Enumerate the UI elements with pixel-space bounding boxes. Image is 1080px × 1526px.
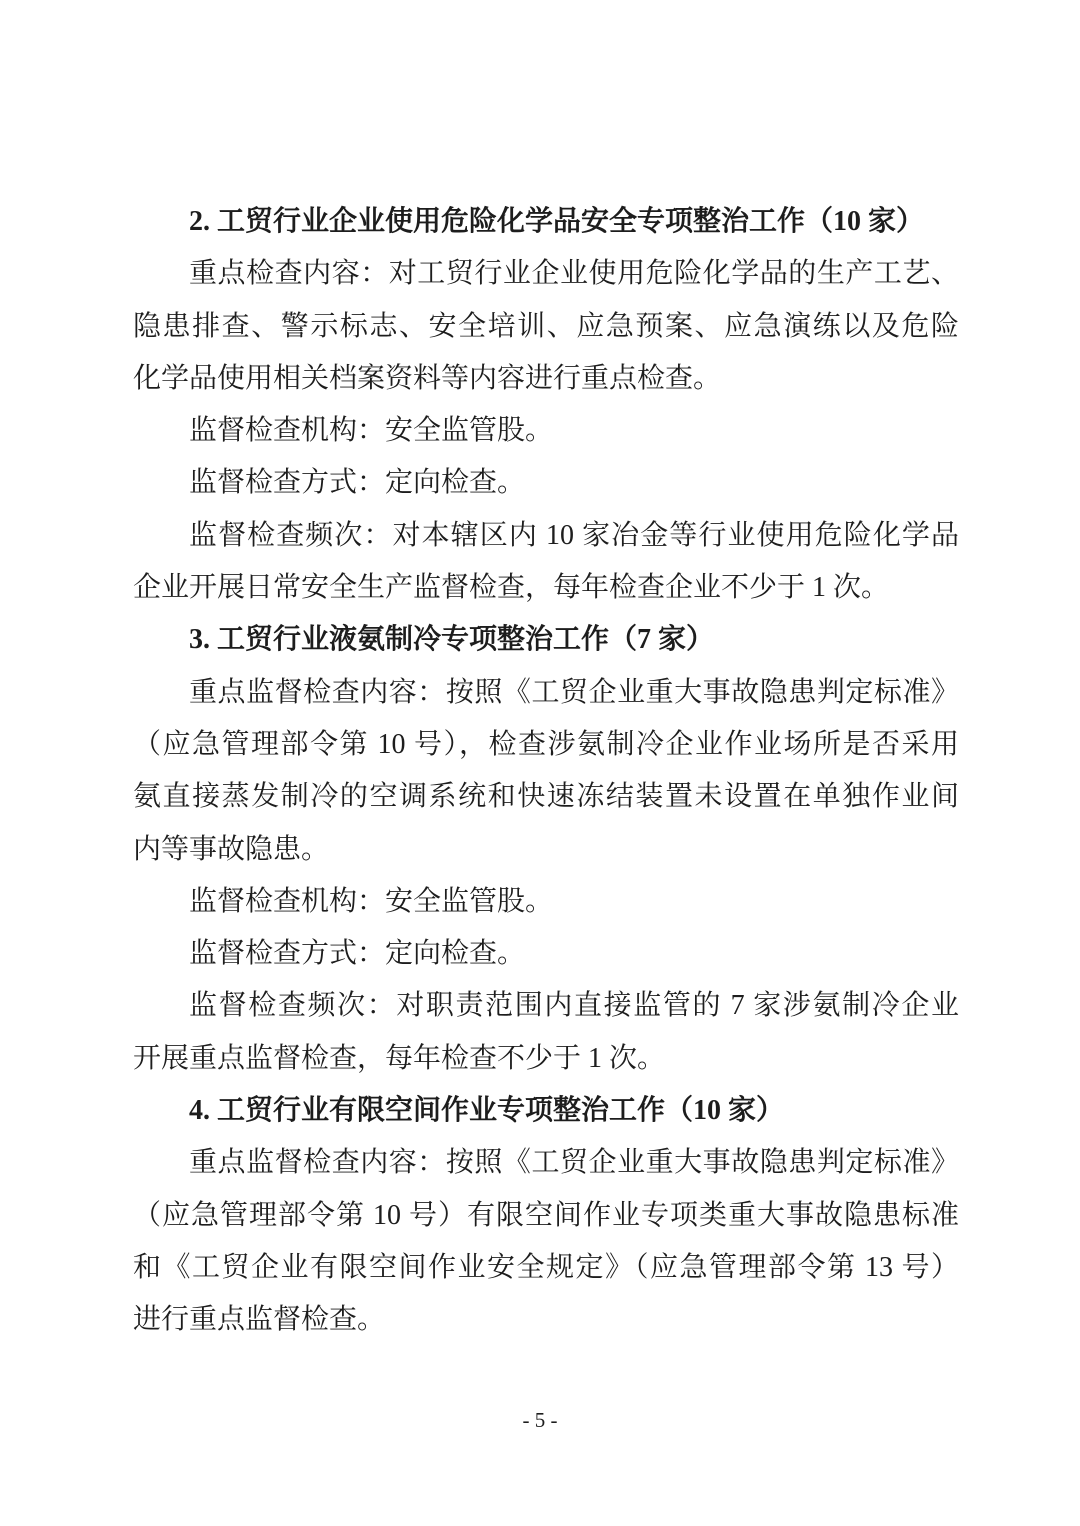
paragraph-line: 监督检查机构：安全监管股。 [189,415,554,447]
document-body [133,196,959,1347]
paragraph-line: 内等事故隐患。 [133,833,330,865]
paragraph-line: （应急管理部令第 10 号），检查涉氨制冷企业作业场所是否采用 [133,728,959,760]
section-heading: 2. 工贸行业企业使用危险化学品安全专项整治工作（10 家） [189,206,925,237]
paragraph-line: （应急管理部令第 10 号）有限空间作业专项类重大事故隐患标准 [133,1199,959,1231]
paragraph-line: 监督检查频次：对职责范围内直接监管的 7 家涉氨制冷企业 [189,990,959,1022]
paragraph-line: 开展重点监督检查，每年检查不少于 1 次。 [133,1042,666,1074]
paragraph-line: 进行重点监督检查。 [133,1304,386,1336]
paragraph-line: 监督检查频次：对本辖区内 10 家冶金等行业使用危险化学品 [189,519,959,551]
section-heading: 3. 工贸行业液氨制冷专项整治工作（7 家） [189,624,715,656]
paragraph-line: 隐患排查、警示标志、安全培训、应急预案、应急演练以及危险 [133,310,959,342]
paragraph-line: 监督检查方式：定向检查。 [189,938,526,970]
page-number: - 5 - [522,1408,558,1432]
section-heading: 4. 工贸行业有限空间作业专项整治工作（10 家） [189,1095,785,1127]
paragraph-line: 重点检查内容：对工贸行业企业使用危险化学品的生产工艺、 [189,258,959,290]
paragraph-line: 和《工贸企业有限空间作业安全规定》（应急管理部令第 13 号） [133,1251,959,1283]
paragraph-line: 监督检查方式：定向检查。 [189,467,526,499]
paragraph-line: 监督检查机构：安全监管股。 [189,885,554,917]
paragraph-line: 化学品使用相关档案资料等内容进行重点检查。 [133,362,722,394]
paragraph-line: 重点监督检查内容：按照《工贸企业重大事故隐患判定标准》 [189,676,959,708]
paragraph-line: 企业开展日常安全生产监督检查，每年检查企业不少于 1 次。 [133,572,890,604]
paragraph-line: 氨直接蒸发制冷的空调系统和快速冻结装置未设置在单独作业间 [133,781,959,813]
paragraph-line: 重点监督检查内容：按照《工贸企业重大事故隐患判定标准》 [189,1147,959,1179]
